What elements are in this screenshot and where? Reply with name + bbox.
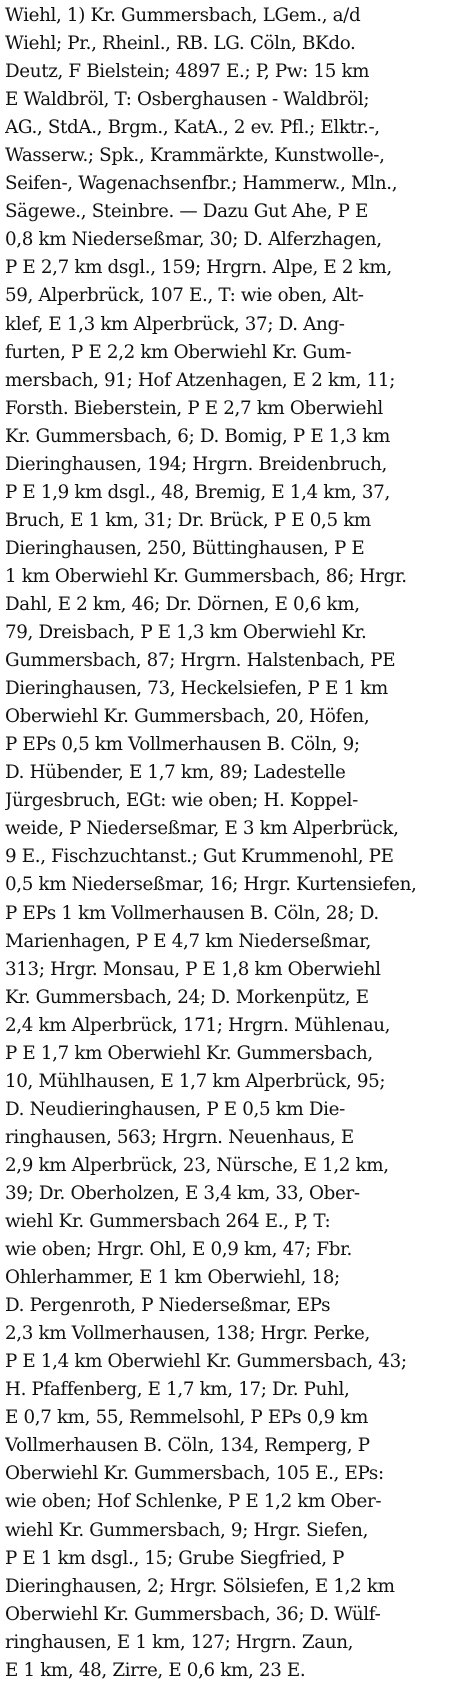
- entry-line: Wiehl; Pr., Rheinl., RB. LG. Cöln, BKdo.: [5, 33, 356, 55]
- entry-line: 1 km Oberwiehl Kr. Gummersbach, 86; Hrgr.: [5, 565, 407, 587]
- entry-line: Oberwiehl Kr. Gummersbach, 105 E., EPs:: [5, 1463, 384, 1485]
- entry-line: Kr. Gummersbach, 6; D. Bomig, P E 1,3 km: [5, 425, 390, 447]
- entry-line: Sägewe., Steinbre. — Dazu Gut Ahe, P E: [5, 201, 369, 223]
- entry-line: 9 E., Fischzuchtanst.; Gut Krummenohl, PE: [5, 846, 394, 868]
- entry-line: Wiehl, 1) Kr. Gummersbach, LGem., a/d: [5, 5, 361, 26]
- entry-line: Marienhagen, P E 4,7 km Niederseßmar,: [5, 930, 371, 952]
- entry-line: Dahl, E 2 km, 46; Dr. Dörnen, E 0,6 km,: [5, 593, 360, 615]
- entry-line: E 0,7 km, 55, Remmelsohl, P EPs 0,9 km: [5, 1407, 368, 1429]
- entry-line: Deutz, F Bielstein; 4897 E.; P, Pw: 15 km: [5, 61, 370, 83]
- entry-line: P E 2,7 km dsgl., 159; Hrgrn. Alpe, E 2 km,: [5, 257, 392, 279]
- entry-line: ringhausen, 563; Hrgrn. Neuenhaus, E: [5, 1126, 354, 1148]
- entry-line: wiehl Kr. Gummersbach, 9; Hrgr. Siefen,: [5, 1519, 369, 1541]
- entry-line: 39; Dr. Oberholzen, E 3,4 km, 33, Ober-: [5, 1182, 360, 1204]
- entry-line: D. Neudieringhausen, P E 0,5 km Die-: [5, 1098, 345, 1120]
- entry-line: D. Pergenroth, P Niederseßmar, EPs: [5, 1295, 331, 1317]
- entry-line: weide, P Niederseßmar, E 3 km Alperbrück,: [5, 818, 399, 840]
- entry-line: D. Hübender, E 1,7 km, 89; Ladestelle: [5, 762, 346, 784]
- entry-line: Oberwiehl Kr. Gummersbach, 20, Höfen,: [5, 706, 370, 728]
- entry-line: P E 1,7 km Oberwiehl Kr. Gummersbach,: [5, 1042, 373, 1064]
- entry-line: Wasserw.; Spk., Krammärkte, Kunstwolle-,: [5, 145, 385, 167]
- entry-line: Kr. Gummersbach, 24; D. Morkenpütz, E: [5, 986, 369, 1008]
- entry-line: Ohlerhammer, E 1 km Oberwiehl, 18;: [5, 1267, 340, 1289]
- entry-line: Forsth. Bieberstein, P E 2,7 km Oberwiehl: [5, 397, 383, 419]
- entry-line: wie oben; Hof Schlenke, P E 1,2 km Ober-: [5, 1491, 382, 1513]
- entry-line: E 1 km, 48, Zirre, E 0,6 km, 23 E.: [5, 1659, 306, 1681]
- entry-line: P EPs 0,5 km Vollmerhausen B. Cöln, 9;: [5, 734, 360, 756]
- entry-line: 0,8 km Niederseßmar, 30; D. Alferzhagen,: [5, 229, 382, 251]
- entry-line: klef, E 1,3 km Alperbrück, 37; D. Ang-: [5, 313, 345, 335]
- entry-line: E Waldbröl, T: Osberghausen - Waldbröl;: [5, 89, 370, 111]
- entry-line: Jürgesbruch, EGt: wie oben; H. Koppel-: [5, 790, 358, 812]
- entry-line: furten, P E 2,2 km Oberwiehl Kr. Gum-: [5, 341, 352, 363]
- entry-line: 79, Dreisbach, P E 1,3 km Oberwiehl Kr.: [5, 622, 367, 644]
- entry-line: AG., StdA., Brgm., KatA., 2 ev. Pfl.; Elktr.-,: [5, 117, 380, 139]
- entry-line: H. Pfaffenberg, E 1,7 km, 17; Dr. Puhl,: [5, 1379, 350, 1401]
- entry-line: 0,5 km Niederseßmar, 16; Hrgr. Kurtensiefen,: [5, 874, 417, 896]
- entry-line: 313; Hrgr. Monsau, P E 1,8 km Oberwiehl: [5, 958, 381, 980]
- entry-line: ringhausen, E 1 km, 127; Hrgrn. Zaun,: [5, 1631, 354, 1653]
- entry-line: wie oben; Hrgr. Ohl, E 0,9 km, 47; Fbr.: [5, 1239, 352, 1261]
- entry-line: P E 1 km dsgl., 15; Grube Siegfried, P: [5, 1547, 345, 1569]
- entry-line: Bruch, E 1 km, 31; Dr. Brück, P E 0,5 km: [5, 509, 371, 531]
- entry-line: 10, Mühlhausen, E 1,7 km Alperbrück, 95;: [5, 1070, 386, 1092]
- entry-line: P E 1,4 km Oberwiehl Kr. Gummersbach, 43;: [5, 1351, 407, 1373]
- entry-line: Oberwiehl Kr. Gummersbach, 36; D. Wülf-: [5, 1603, 381, 1625]
- entry-line: 2,9 km Alperbrück, 23, Nürsche, E 1,2 km,: [5, 1154, 389, 1176]
- entry-line: P EPs 1 km Vollmerhausen B. Cöln, 28; D.: [5, 902, 379, 924]
- entry-line: 2,4 km Alperbrück, 171; Hrgrn. Mühlenau,: [5, 1014, 391, 1036]
- entry-line: Dieringhausen, 73, Heckelsiefen, P E 1 km: [5, 678, 388, 700]
- entry-line: 59, Alperbrück, 107 E., T: wie oben, Alt-: [5, 285, 364, 307]
- entry-line: P E 1,9 km dsgl., 48, Bremig, E 1,4 km, 37,: [5, 481, 390, 503]
- entry-line: wiehl Kr. Gummersbach 264 E., P, T:: [5, 1211, 331, 1233]
- entry-line: 2,3 km Vollmerhausen, 138; Hrgr. Perke,: [5, 1323, 370, 1345]
- entry-line: Dieringhausen, 194; Hrgrn. Breidenbruch,: [5, 453, 387, 475]
- entry-line: Dieringhausen, 2; Hrgr. Sölsiefen, E 1,2 km: [5, 1575, 395, 1597]
- entry-line: mersbach, 91; Hof Atzenhagen, E 2 km, 11;: [5, 369, 396, 391]
- entry-line: Gummersbach, 87; Hrgrn. Halstenbach, PE: [5, 650, 396, 672]
- entry-line: Seifen-, Wagenachsenfbr.; Hammerw., Mln.,: [5, 173, 398, 195]
- entry-line: Dieringhausen, 250, Büttinghausen, P E: [5, 537, 365, 559]
- entry-line: Vollmerhausen B. Cöln, 134, Remperg, P: [5, 1435, 370, 1457]
